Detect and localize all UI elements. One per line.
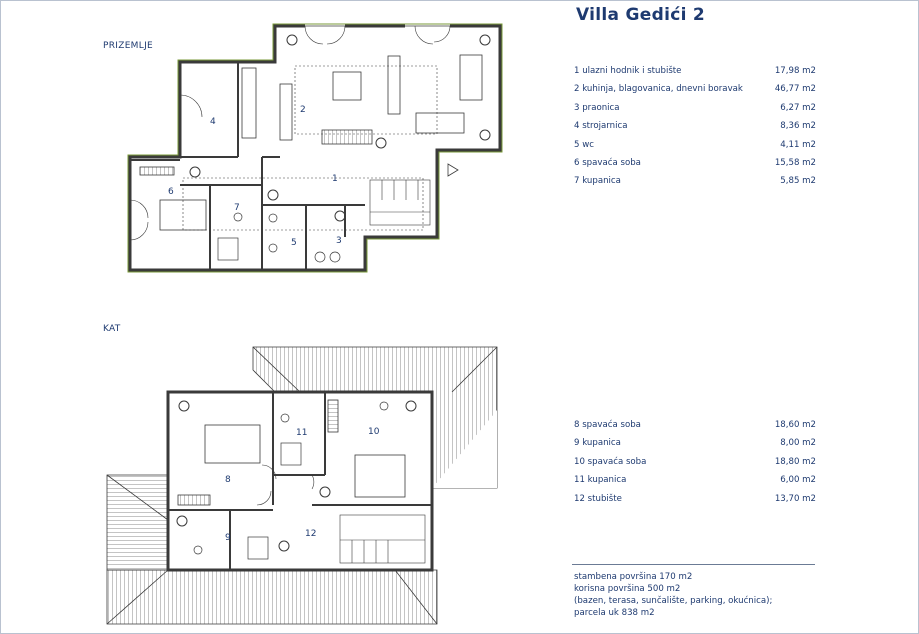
plan-room-number: 12 <box>305 529 317 539</box>
room-area: 8,00 m2 <box>780 438 816 449</box>
room-area: 15,58 m2 <box>774 157 816 168</box>
page-title: Villa Gedići 2 <box>576 5 706 25</box>
room-area: 6,27 m2 <box>780 102 816 113</box>
room-name: 8 spavaća soba <box>574 420 641 430</box>
room-area: 4,11 m2 <box>780 139 816 150</box>
room-name: 4 strojarnica <box>574 121 628 132</box>
summary-line: parcela uk 838 m2 <box>574 608 655 618</box>
upper-floor-label: KAT <box>103 324 121 334</box>
room-name: 5 wc <box>574 139 594 150</box>
room-area: 17,98 m2 <box>774 66 816 76</box>
room-area: 5,85 m2 <box>780 176 816 187</box>
plan-room-number: 11 <box>296 428 308 438</box>
ground-floor-plan <box>128 24 502 272</box>
ground-floor-outer-wall <box>130 26 500 270</box>
upper-floor-plan <box>107 347 497 624</box>
room-area: 13,70 m2 <box>774 493 816 504</box>
room-area: 18,80 m2 <box>774 456 816 467</box>
ground-floor-label: PRIZEMLJE <box>103 41 154 51</box>
summary-line: (bazen, terasa, sunčalište, parking, okućnica); <box>574 596 773 606</box>
plan-room-number: 4 <box>210 117 216 127</box>
room-name: 7 kupanica <box>574 176 621 187</box>
room-name: 2 kuhinja, blagovanica, dnevni boravak <box>574 84 743 95</box>
room-area: 46,77 m2 <box>774 84 816 95</box>
summary-line: korisna površina 500 m2 <box>574 584 681 594</box>
plan-room-number: 3 <box>336 236 342 246</box>
summary-line: stambena površina 170 m2 <box>574 572 693 582</box>
room-name: 11 kupanica <box>574 475 627 486</box>
plan-room-number: 6 <box>168 187 174 197</box>
plan-room-number: 10 <box>368 427 380 437</box>
plan-room-number: 7 <box>234 203 240 213</box>
room-name: 9 kupanica <box>574 438 621 449</box>
plan-room-number: 5 <box>291 238 297 248</box>
plan-room-number: 9 <box>225 533 231 543</box>
plan-room-number: 8 <box>225 475 231 485</box>
room-name: 6 spavaća soba <box>574 157 641 168</box>
plan-room-number: 1 <box>332 174 338 184</box>
room-area: 18,60 m2 <box>774 420 816 430</box>
plan-room-number: 2 <box>300 105 306 115</box>
room-area: 8,36 m2 <box>780 121 816 132</box>
room-area: 6,00 m2 <box>780 475 816 486</box>
room-name: 12 stubište <box>574 493 622 504</box>
room-name: 10 spavaća soba <box>574 456 647 467</box>
room-name: 1 ulazni hodnik i stubište <box>574 66 682 76</box>
room-name: 3 praonica <box>574 102 620 113</box>
